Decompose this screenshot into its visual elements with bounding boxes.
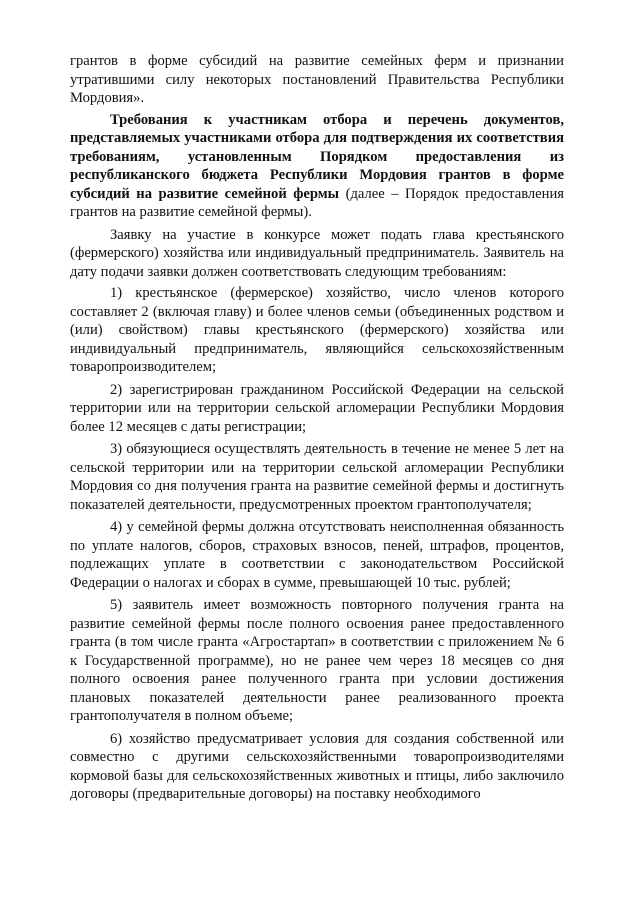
requirement-item-6: 6) хозяйство предусматривает условия для создания собственной или совместно с другими сельскохозяйственными товаропроизводителями кормовой базы для сельскохозяйственных животных и птицы, либо заключило договоры (предварительные договоры) на поставку необходимого	[70, 730, 564, 802]
document-page	[70, 52, 564, 807]
requirements-heading-bold: Требования к участникам отбора и перечень документов, представляемых участниками отбора для подтверждения их соответствия требованиям, установленным Порядком предоставления из республиканского бюджета Республики Мордовия грантов в форме субсидий на развитие семейной фермы	[70, 111, 564, 202]
requirement-item-3: 3) обязующиеся осуществлять деятельность в течение не менее 5 лет на сельской территории или на территории сельской агломерации Республики Мордовия со дня получения гранта на развитие семейной фермы и достигнуть показателей деятельности, предусмотренных проектом грантополучателя;	[70, 441, 564, 513]
requirement-item-5: 5) заявитель имеет возможность повторного получения гранта на развитие семейной фермы после полного освоения ранее предоставленного гранта (в том числе гранта «Агростартап» в соответствии с приложением № 6 к Государственной программе), но не ранее чем через 18 месяцев со дня полного освоения ранее полученного гранта при условии достижения плановых показателей деятельности ранее реализованного проекта грантополучателя в полном объеме;	[70, 597, 564, 724]
requirements-heading-tail: (далее – Порядок предоставления грантов на развитие семейной фермы).	[70, 185, 564, 220]
requirement-item-1: 1) крестьянское (фермерское) хозяйство, число членов которого составляет 2 (включая главу) и более членов семьи (объединенных родством и (или) свойством) главы крестьянского (фермерского) хозяйства или индивидуальный предприниматель, являющийся сельскохозяйственным товаропроизводителем;	[70, 285, 564, 375]
requirement-item-2: 2) зарегистрирован гражданином Российской Федерации на сельской территории или на территории сельской агломерации Республики Мордовия более 12 месяцев с даты регистрации;	[70, 381, 564, 435]
paragraph-requirements-heading	[70, 111, 564, 222]
paragraph-intro-tail: грантов в форме субсидий на развитие семейных ферм и признании утратившими силу некоторых постановлений Правительства Республики Мордовия».	[70, 53, 564, 106]
requirement-item-4: 4) у семейной фермы должна отсутствовать неисполненная обязанность по уплате налогов, сборов, страховых взносов, пеней, штрафов, процентов, подлежащих уплате в соответствии с законодательством Российской Федерации о налогах и сборах в сумме, превышающей 10 тыс. рублей;	[70, 519, 564, 591]
paragraph-application: Заявку на участие в конкурсе может подать глава крестьянского (фермерского) хозяйства или индивидуальный предприниматель. Заявитель на дату подачи заявки должен соответствовать следующим требованиям:	[70, 226, 564, 280]
